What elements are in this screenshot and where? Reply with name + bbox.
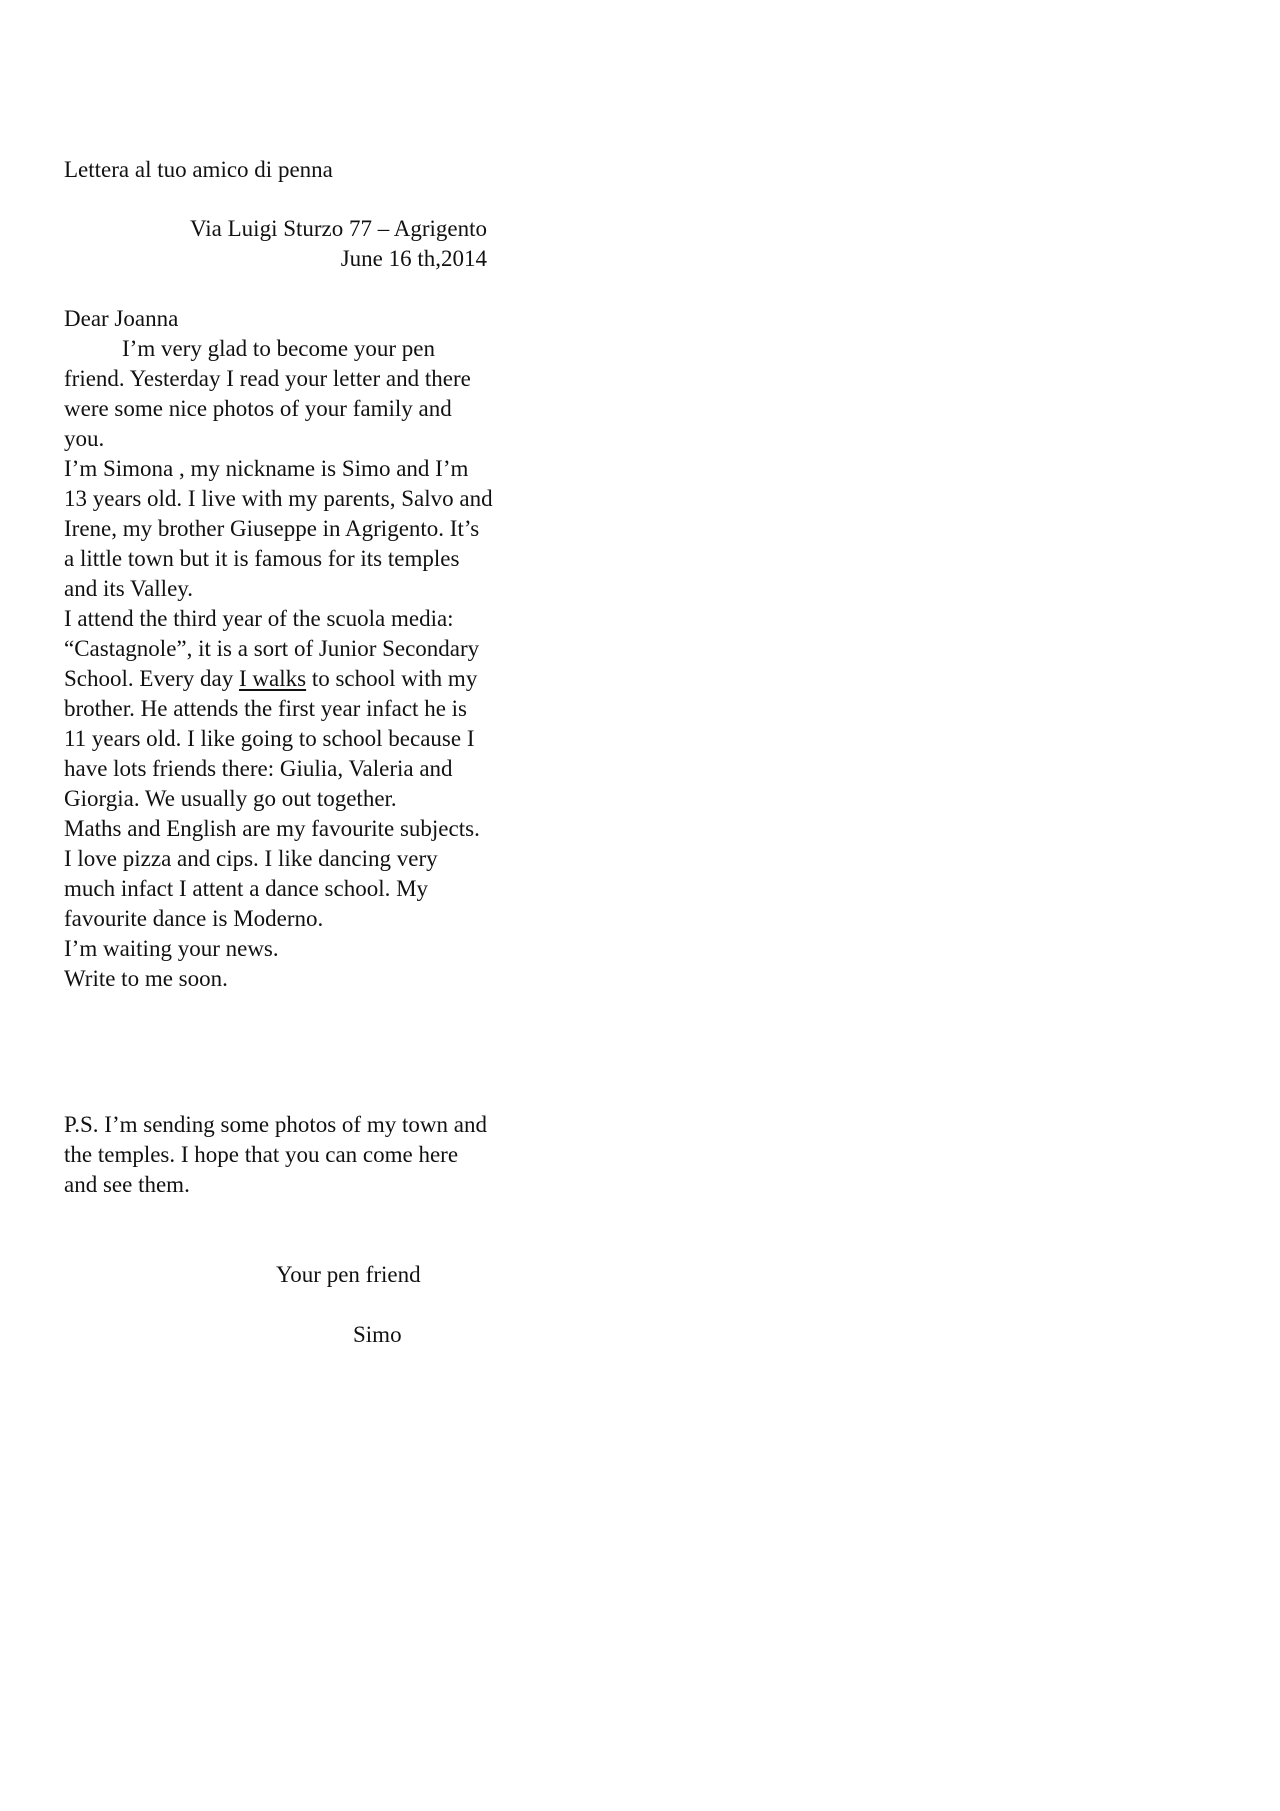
school-text-end: to school with my brother. He attends the first year infact he is 11 years old. I like going to school because I have lots friends there: Giulia, Valeria and Giorgia. We usually go out together. bbox=[64, 666, 478, 811]
paragraph-intro: I’m very glad to become your pen friend. Yesterday I read your letter and there were some nice photos of your family and you. bbox=[64, 336, 471, 451]
underlined-phrase: I walks bbox=[239, 666, 307, 691]
salutation: Dear Joanna bbox=[64, 306, 179, 331]
signature: Simo bbox=[353, 1322, 402, 1347]
postscript-block bbox=[64, 1110, 493, 1200]
postscript: P.S. I’m sending some photos of my town and the temples. I hope that you can come here and see them. bbox=[64, 1112, 487, 1197]
paragraph-hobbies: Maths and English are my favourite subjects. I love pizza and cips. I like dancing very much infact I attent a dance school. My favourite dance is Moderno. bbox=[64, 816, 480, 931]
sender-address: Via Luigi Sturzo 77 – Agrigento bbox=[190, 216, 487, 241]
paragraph-write-soon: Write to me soon. bbox=[64, 966, 228, 991]
page-title: Lettera al tuo amico di penna bbox=[64, 157, 333, 182]
closing: Your pen friend bbox=[276, 1262, 421, 1287]
paragraph-about-me: I’m Simona , my nickname is Simo and I’m 13 years old. I live with my parents, Salvo and Irene, my brother Giuseppe in Agrigento. It’s a little town but it is famous for its temples and its Valley. bbox=[64, 456, 493, 601]
paragraph-waiting: I’m waiting your news. bbox=[64, 936, 279, 961]
letter-body bbox=[64, 304, 493, 994]
paragraph-school bbox=[64, 604, 493, 814]
address-block bbox=[190, 214, 487, 274]
school-text-start: I attend the third year of the scuola media: “Castagnole”, it is a sort of Junior Secondary School. Every day bbox=[64, 606, 480, 691]
letter-date: June 16 th,2014 bbox=[340, 246, 487, 271]
